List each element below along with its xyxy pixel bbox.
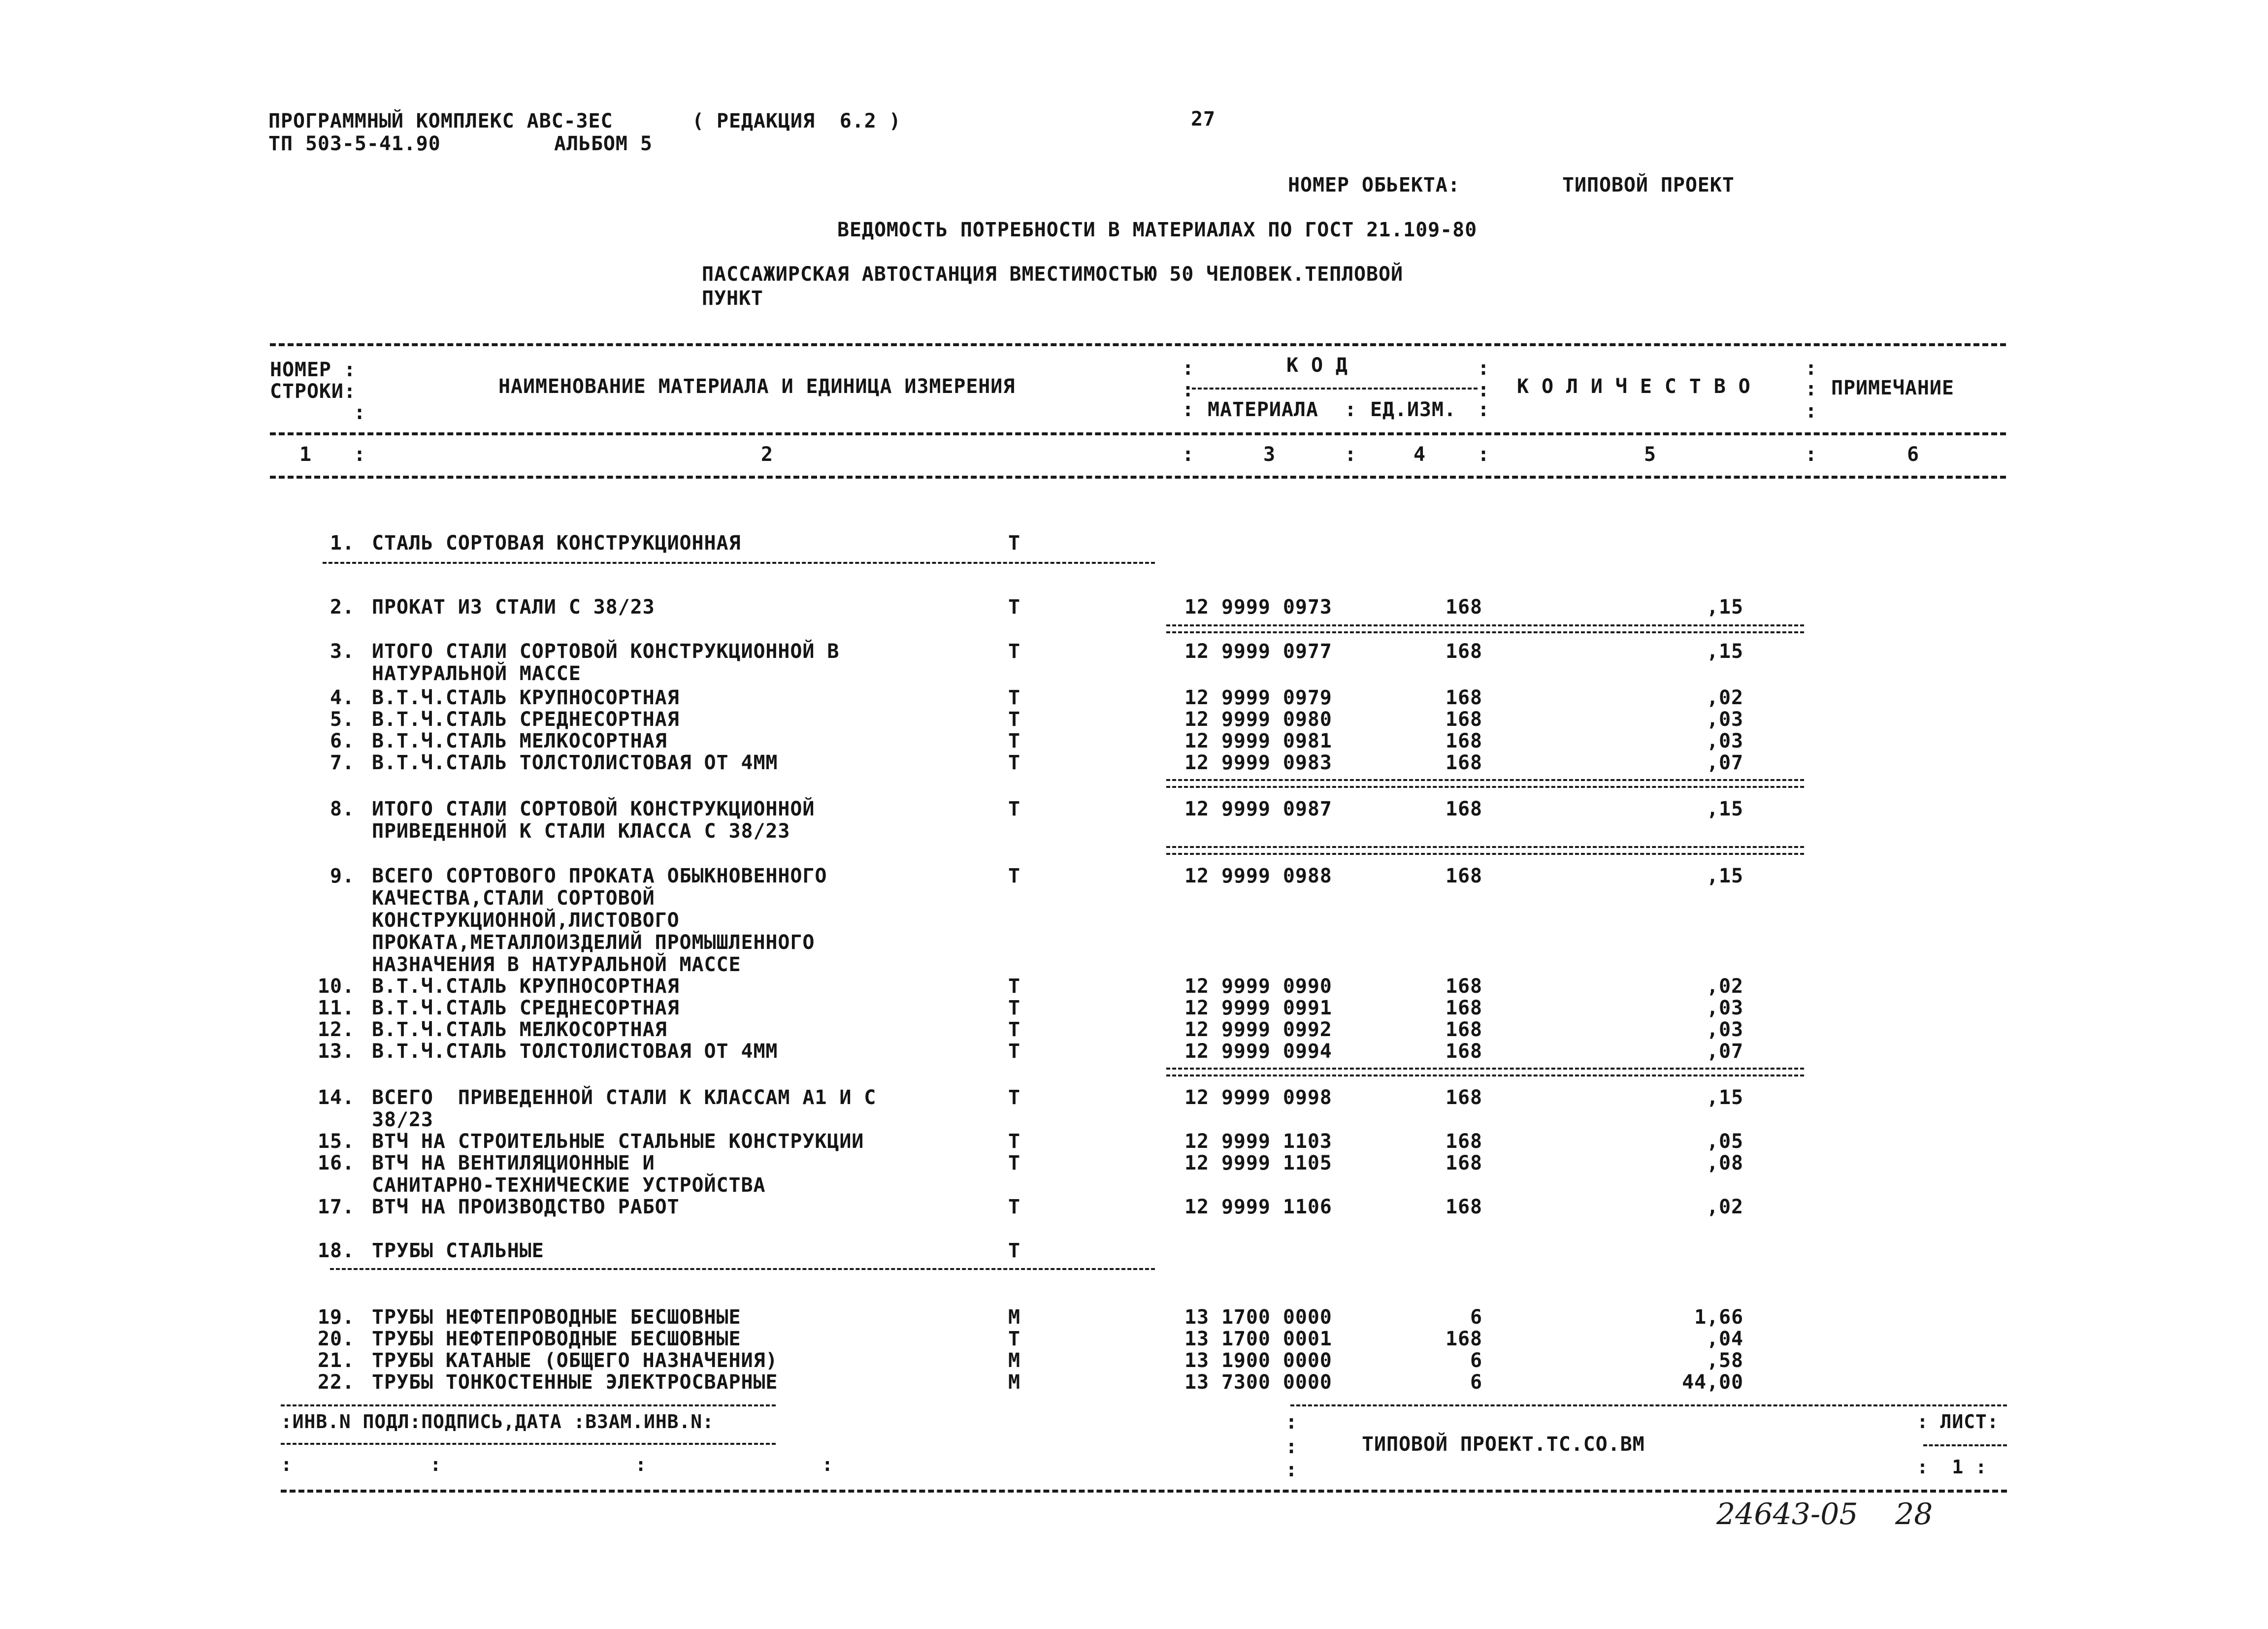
row-material-code: 12 9999 1106 [1184, 1196, 1332, 1218]
row-name-line: ПРОКАТА,МЕТАЛЛОИЗДЕЛИЙ ПРОМЫШЛЕННОГО [372, 931, 815, 954]
row-unit: Т [1008, 1239, 1020, 1262]
row-number: 19. [318, 1306, 355, 1329]
footer-top-rule-right [1290, 1404, 2007, 1406]
row-quantity: ,15 [1707, 1086, 1743, 1109]
row-ed-unit: 6 [1470, 1371, 1482, 1394]
col-number-5: 5 [1644, 443, 1656, 466]
subtotal-rule [1166, 846, 1804, 855]
row-name-line: ВСЕГО СОРТОВОГО ПРОКАТА ОБЫКНОВЕННОГО [372, 865, 827, 887]
row-material-code: 12 9999 0980 [1184, 708, 1332, 731]
row-name-line: В.Т.Ч.СТАЛЬ ТОЛСТОЛИСТОВАЯ ОТ 4ММ [372, 751, 778, 774]
table-top-rule [270, 343, 2006, 346]
row-material-code: 12 9999 0990 [1184, 975, 1332, 998]
section-rule [330, 1268, 1155, 1270]
row-ed-unit: 168 [1446, 730, 1482, 752]
header-sep: : [1182, 398, 1194, 421]
row-unit: Т [1008, 751, 1020, 774]
stamp-left-mid-rule [281, 1443, 776, 1445]
row-ed-unit: 168 [1446, 865, 1482, 887]
col-number-2: 2 [761, 443, 773, 466]
row-number: 22. [318, 1371, 355, 1394]
row-name-line: ТРУБЫ СТАЛЬНЫЕ [372, 1239, 544, 1262]
row-material-code: 13 1900 0000 [1184, 1349, 1332, 1372]
row-material-code: 13 1700 0001 [1184, 1328, 1332, 1350]
row-ed-unit: 168 [1446, 1196, 1482, 1218]
row-quantity: ,03 [1707, 1018, 1743, 1041]
row-name-line: ТРУБЫ КАТАНЫЕ (ОБЩЕГО НАЗНАЧЕНИЯ) [372, 1349, 778, 1372]
row-name-line: В.Т.Ч.СТАЛЬ КРУПНОСОРТНАЯ [372, 686, 680, 709]
row-number: 5. [330, 708, 355, 731]
doc-code: ТИПОВОЙ ПРОЕКТ.ТС.СО.ВМ [1362, 1433, 1645, 1456]
header-sep: : [1345, 398, 1357, 421]
row-material-code: 12 9999 1103 [1184, 1130, 1332, 1153]
row-quantity: ,04 [1707, 1328, 1743, 1350]
object-label: НОМЕР ОБЬЕКТА: [1288, 174, 1460, 196]
header-sep: : [1478, 379, 1490, 401]
row-unit: М [1008, 1349, 1020, 1372]
row-name-line: В.Т.Ч.СТАЛЬ МЕЛКОСОРТНАЯ [372, 730, 667, 752]
row-number: 11. [318, 997, 355, 1019]
row-quantity: ,02 [1707, 686, 1743, 709]
row-number: 4. [330, 686, 355, 709]
row-unit: Т [1008, 708, 1020, 731]
stamp-sep: : [1285, 1459, 1298, 1481]
header-sep: : [1805, 378, 1817, 400]
row-number: 6. [330, 730, 355, 752]
program-title: ПРОГРАММНЫЙ КОМПЛЕКС АВС-ЗЕС [268, 110, 613, 132]
row-ed-unit: 6 [1470, 1349, 1482, 1372]
row-number: 12. [318, 1018, 355, 1041]
row-unit: Т [1008, 1196, 1020, 1218]
col-sep: : [1182, 443, 1194, 466]
col-number-1: 1 [299, 443, 312, 466]
stamp-sep: : [1285, 1435, 1298, 1458]
row-unit: Т [1008, 798, 1020, 820]
row-material-code: 12 9999 0977 [1184, 640, 1332, 663]
row-quantity: ,03 [1707, 997, 1743, 1019]
row-quantity: ,05 [1707, 1130, 1743, 1153]
row-quantity: ,02 [1707, 975, 1743, 998]
row-name-line: НАЗНАЧЕНИЯ В НАТУРАЛЬНОЙ МАССЕ [372, 953, 741, 976]
row-ed-unit: 168 [1446, 997, 1482, 1019]
row-name-line: САНИТАРНО-ТЕХНИЧЕСКИЕ УСТРОЙСТВА [372, 1174, 766, 1197]
sheet-label: : ЛИСТ: [1917, 1411, 1999, 1433]
row-unit: Т [1008, 865, 1020, 887]
row-number: 21. [318, 1349, 355, 1372]
row-unit: М [1008, 1371, 1020, 1394]
row-quantity: ,15 [1707, 798, 1743, 820]
row-number: 15. [318, 1130, 355, 1153]
row-material-code: 12 9999 0992 [1184, 1018, 1332, 1041]
header-material: МАТЕРИАЛА [1208, 398, 1318, 421]
row-material-code: 13 1700 0000 [1184, 1306, 1332, 1329]
header-row-no-1: НОМЕР : [270, 358, 356, 381]
document-title: ВЕДОМОСТЬ ПОТРЕБНОСТИ В МАТЕРИАЛАХ ПО ГОСТ 21.109-80 [837, 219, 1478, 241]
row-name-line: СТАЛЬ СОРТОВАЯ КОНСТРУКЦИОННАЯ [372, 532, 741, 554]
row-quantity: ,07 [1707, 1040, 1743, 1063]
row-ed-unit: 168 [1446, 708, 1482, 731]
row-quantity: ,08 [1707, 1152, 1743, 1174]
header-bottom-rule [270, 432, 2006, 435]
row-material-code: 12 9999 1105 [1184, 1152, 1332, 1174]
row-material-code: 12 9999 0979 [1184, 686, 1332, 709]
row-unit: М [1008, 1306, 1020, 1329]
header-sep: : [1478, 398, 1490, 421]
row-ed-unit: 168 [1446, 1040, 1482, 1063]
subtotal-rule [1166, 1068, 1804, 1076]
row-unit: Т [1008, 1040, 1020, 1063]
header-row-no-2: СТРОКИ: [270, 380, 356, 403]
row-unit: Т [1008, 975, 1020, 998]
row-ed-unit: 168 [1446, 1086, 1482, 1109]
row-ed-unit: 6 [1470, 1306, 1482, 1329]
row-number: 18. [318, 1239, 355, 1262]
row-ed-unit: 168 [1446, 640, 1482, 663]
header-sep: : [354, 401, 366, 424]
row-ed-unit: 168 [1446, 975, 1482, 998]
subtotal-rule [1166, 779, 1804, 788]
subject-line-1: ПАССАЖИРСКАЯ АВТОСТАНЦИЯ ВМЕСТИМОСТЬЮ 50 ЧЕЛОВЕК.ТЕПЛОВОЙ [702, 263, 1403, 286]
subtotal-rule [1166, 624, 1804, 633]
section-rule [323, 562, 1155, 564]
row-name-line: ПРИВЕДЕННОЙ К СТАЛИ КЛАССА С 38/23 [372, 820, 790, 843]
row-material-code: 13 7300 0000 [1184, 1371, 1332, 1394]
header-code: К О Д [1286, 354, 1348, 377]
sheet-rule [1923, 1444, 2007, 1446]
footer-bottom-rule [281, 1490, 2007, 1493]
row-quantity: ,02 [1707, 1196, 1743, 1218]
row-number: 10. [318, 975, 355, 998]
row-name-line: ИТОГО СТАЛИ СОРТОВОЙ КОНСТРУКЦИОННОЙ [372, 798, 815, 820]
row-name-line: ТРУБЫ НЕФТЕПРОВОДНЫЕ БЕСШОВНЫЕ [372, 1328, 741, 1350]
row-unit: Т [1008, 532, 1020, 554]
row-unit: Т [1008, 730, 1020, 752]
row-quantity: ,07 [1707, 751, 1743, 774]
header-code-rule [1192, 388, 1478, 390]
col-number-6: 6 [1907, 443, 1919, 466]
row-unit: Т [1008, 686, 1020, 709]
row-material-code: 12 9999 0994 [1184, 1040, 1332, 1063]
header-note: ПРИМЕЧАНИЕ [1831, 377, 1954, 399]
row-unit: Т [1008, 1018, 1020, 1041]
row-quantity: ,03 [1707, 730, 1743, 752]
col-number-3: 3 [1263, 443, 1276, 466]
row-material-code: 12 9999 0988 [1184, 865, 1332, 887]
sheet-value: : 1 : [1917, 1456, 1987, 1478]
row-name-line: ТРУБЫ ТОНКОСТЕННЫЕ ЭЛЕКТРОСВАРНЫЕ [372, 1371, 778, 1394]
row-quantity: ,03 [1707, 708, 1743, 731]
row-material-code: 12 9999 0983 [1184, 751, 1332, 774]
row-quantity: ,15 [1707, 865, 1743, 887]
row-unit: Т [1008, 997, 1020, 1019]
row-number: 17. [318, 1196, 355, 1218]
row-ed-unit: 168 [1446, 751, 1482, 774]
edition: ( РЕДАКЦИЯ 6.2 ) [692, 110, 901, 132]
row-name-line: В.Т.Ч.СТАЛЬ КРУПНОСОРТНАЯ [372, 975, 680, 998]
row-name-line: ВТЧ НА ВЕНТИЛЯЦИОННЫЕ И [372, 1152, 655, 1174]
footer-top-rule-left [281, 1404, 776, 1406]
row-unit: Т [1008, 640, 1020, 663]
row-number: 1. [330, 532, 355, 554]
header-sep: : [1805, 400, 1817, 423]
row-quantity: ,15 [1707, 596, 1743, 619]
row-quantity: ,58 [1707, 1349, 1743, 1372]
row-ed-unit: 168 [1446, 1328, 1482, 1350]
header-name: НАИМЕНОВАНИЕ МАТЕРИАЛА И ЕДИНИЦА ИЗМЕРЕНИЯ [498, 375, 1016, 398]
col-sep: : [354, 443, 366, 466]
stamp-left-labels: :ИНВ.N ПОДЛ:ПОДПИСЬ,ДАТА :ВЗАМ.ИНВ.N: [281, 1411, 714, 1433]
row-unit: Т [1008, 1130, 1020, 1153]
row-material-code: 12 9999 0981 [1184, 730, 1332, 752]
row-number: 14. [318, 1086, 355, 1109]
row-name-line: В.Т.Ч.СТАЛЬ ТОЛСТОЛИСТОВАЯ ОТ 4ММ [372, 1040, 778, 1063]
row-unit: Т [1008, 1152, 1020, 1174]
row-material-code: 12 9999 0987 [1184, 798, 1332, 820]
row-name-line: КОНСТРУКЦИОННОЙ,ЛИСТОВОГО [372, 909, 680, 932]
handwritten-page: 28 [1895, 1497, 1933, 1531]
row-unit: Т [1008, 1086, 1020, 1109]
row-name-line: В.Т.Ч.СТАЛЬ СРЕДНЕСОРТНАЯ [372, 997, 680, 1019]
row-name-line: В.Т.Ч.СТАЛЬ МЕЛКОСОРТНАЯ [372, 1018, 667, 1041]
row-name-line: 38/23 [372, 1108, 433, 1131]
row-material-code: 12 9999 0991 [1184, 997, 1332, 1019]
row-name-line: ВСЕГО ПРИВЕДЕННОЙ СТАЛИ К КЛАССАМ А1 И С [372, 1086, 877, 1109]
row-quantity: 1,66 [1694, 1306, 1743, 1329]
col-sep: : [1478, 443, 1490, 466]
row-name-line: ВТЧ НА ПРОИЗВОДСТВО РАБОТ [372, 1196, 680, 1218]
row-number: 9. [330, 865, 355, 887]
header-quantity: К О Л И Ч Е С Т В О [1517, 375, 1751, 398]
subject-line-2: ПУНКТ [702, 287, 763, 310]
row-number: 16. [318, 1152, 355, 1174]
row-ed-unit: 168 [1446, 798, 1482, 820]
header-sep: : [1182, 357, 1194, 380]
row-ed-unit: 168 [1446, 596, 1482, 619]
row-material-code: 12 9999 0998 [1184, 1086, 1332, 1109]
row-number: 2. [330, 596, 355, 619]
header-sep: : [1805, 357, 1817, 380]
stamp-left-row2: : : : : [281, 1454, 841, 1475]
col-number-bottom-rule [270, 476, 2006, 479]
row-ed-unit: 168 [1446, 686, 1482, 709]
stamp-sep: : [1285, 1411, 1298, 1434]
row-ed-unit: 168 [1446, 1018, 1482, 1041]
album: АЛЬБОМ 5 [554, 132, 653, 155]
row-name-line: ВТЧ НА СТРОИТЕЛЬНЫЕ СТАЛЬНЫЕ КОНСТРУКЦИИ [372, 1130, 864, 1153]
row-unit: Т [1008, 1328, 1020, 1350]
row-name-line: ТРУБЫ НЕФТЕПРОВОДНЫЕ БЕСШОВНЫЕ [372, 1306, 741, 1329]
row-name-line: ИТОГО СТАЛИ СОРТОВОЙ КОНСТРУКЦИОННОЙ В [372, 640, 840, 663]
row-ed-unit: 168 [1446, 1130, 1482, 1153]
col-sep: : [1805, 443, 1817, 466]
row-number: 8. [330, 798, 355, 820]
row-ed-unit: 168 [1446, 1152, 1482, 1174]
row-name-line: В.Т.Ч.СТАЛЬ СРЕДНЕСОРТНАЯ [372, 708, 680, 731]
row-name-line: ПРОКАТ ИЗ СТАЛИ С 38/23 [372, 596, 655, 619]
row-name-line: КАЧЕСТВА,СТАЛИ СОРТОВОЙ [372, 887, 655, 910]
row-name-line: НАТУРАЛЬНОЙ МАССЕ [372, 662, 581, 685]
header-unit: ЕД.ИЗМ. [1370, 398, 1456, 421]
row-quantity: 44,00 [1682, 1371, 1743, 1394]
row-number: 13. [318, 1040, 355, 1063]
col-number-4: 4 [1413, 443, 1426, 466]
project-code: ТП 503-5-41.90 [268, 132, 441, 155]
row-unit: Т [1008, 596, 1020, 619]
handwritten-number: 24643-05 [1716, 1497, 1858, 1531]
row-number: 7. [330, 751, 355, 774]
object-value: ТИПОВОЙ ПРОЕКТ [1562, 174, 1735, 196]
header-sep: : [1182, 379, 1194, 401]
row-quantity: ,15 [1707, 640, 1743, 663]
row-number: 3. [330, 640, 355, 663]
col-sep: : [1345, 443, 1357, 466]
row-number: 20. [318, 1328, 355, 1350]
page-number: 27 [1191, 108, 1216, 130]
row-material-code: 12 9999 0973 [1184, 596, 1332, 619]
header-sep: : [1478, 357, 1490, 380]
